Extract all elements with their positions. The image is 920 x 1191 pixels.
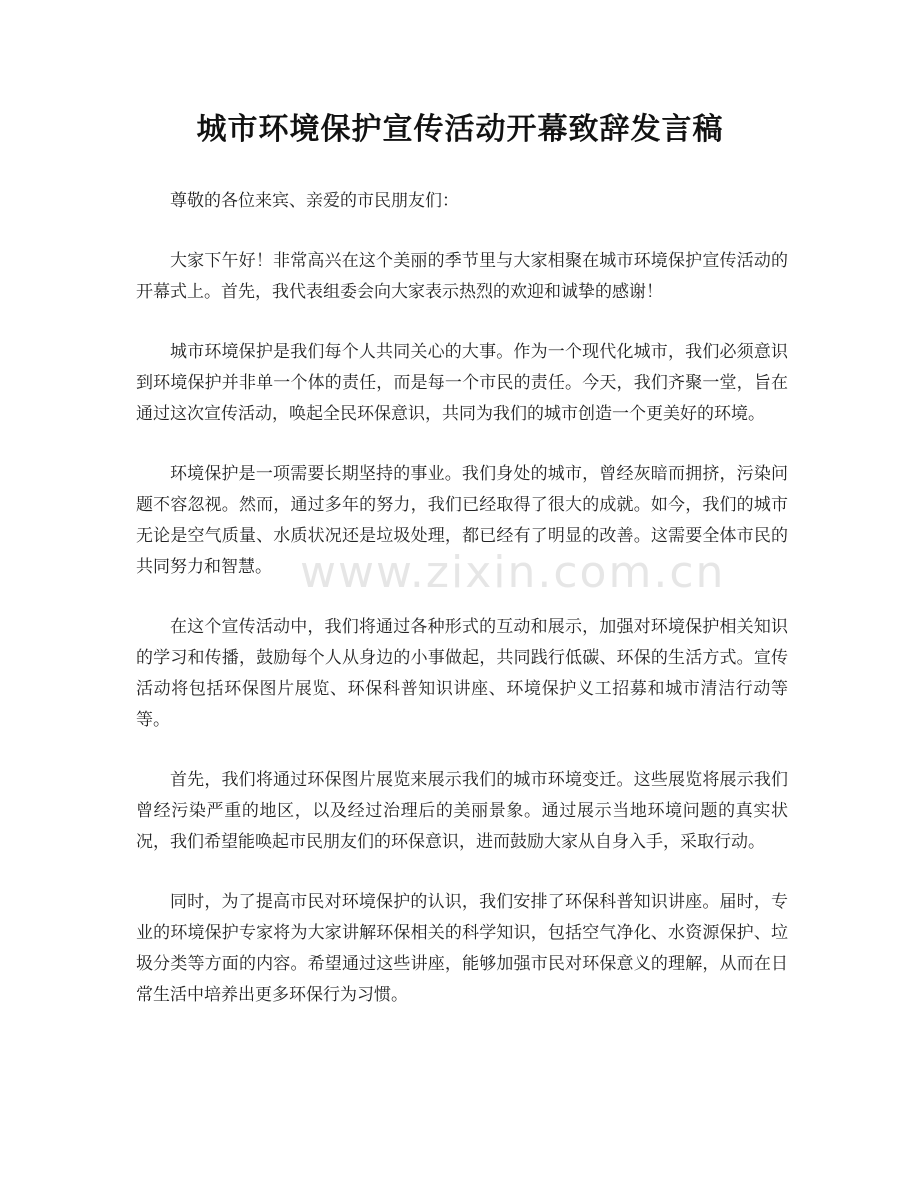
body-paragraph: 环境保护是一项需要长期坚持的事业。我们身处的城市，曾经灰暗而拥挤，污染问题不容忽视。然而，通过多年的努力，我们已经取得了很大的成就。如今，我们的城市无论是空气质量、水质状况还是垃圾处理，都已经有了明显的改善。这需要全体市民的共同努力和智慧。 — [136, 464, 788, 577]
document-title: 城市环境保护宣传活动开幕致辞发言稿 — [196, 112, 724, 147]
body-paragraph: 同时，为了提高市民对环境保护的认识，我们安排了环保科普知识讲座。届时，专业的环境保护专家将为大家讲解环保相关的科学知识，包括空气净化、水资源保护、垃圾分类等方面的内容。希望通过这些讲座，能够加强市民对环保意义的理解，从而在日常生活中培养出更多环保行为习惯。 — [136, 892, 788, 1005]
salutation-paragraph: 尊敬的各位来宾、亲爱的市民朋友们： — [170, 191, 459, 211]
body-paragraph: 在这个宣传活动中，我们将通过各种形式的互动和展示，加强对环境保护相关知识的学习和传播，鼓励每个人从身边的小事做起，共同践行低碳、环保的生活方式。宣传活动将包括环保图片展览、环保科普知识讲座、环境保护义工招募和城市清洁行动等等。 — [136, 617, 788, 730]
body-paragraph: 城市环境保护是我们每个人共同关心的大事。作为一个现代化城市，我们必须意识到环境保护并非单一个体的责任，而是每一个市民的责任。今天，我们齐聚一堂，旨在通过这次宣传活动，唤起全民环保意识，共同为我们的城市创造一个更美好的环境。 — [136, 342, 788, 424]
document-body — [136, 186, 788, 1040]
watermark-text: www.zixin.com.cn — [300, 547, 726, 598]
body-paragraph: 首先，我们将通过环保图片展览来展示我们的城市环境变迁。这些展览将展示我们曾经污染严重的地区，以及经过治理后的美丽景象。通过展示当地环境问题的真实状况，我们希望能唤起市民朋友们的环保意识，进而鼓励大家从自身入手，采取行动。 — [136, 770, 788, 852]
body-paragraph: 大家下午好！非常高兴在这个美丽的季节里与大家相聚在城市环境保护宣传活动的开幕式上。首先，我代表组委会向大家表示热烈的欢迎和诚挚的感谢！ — [136, 251, 788, 302]
